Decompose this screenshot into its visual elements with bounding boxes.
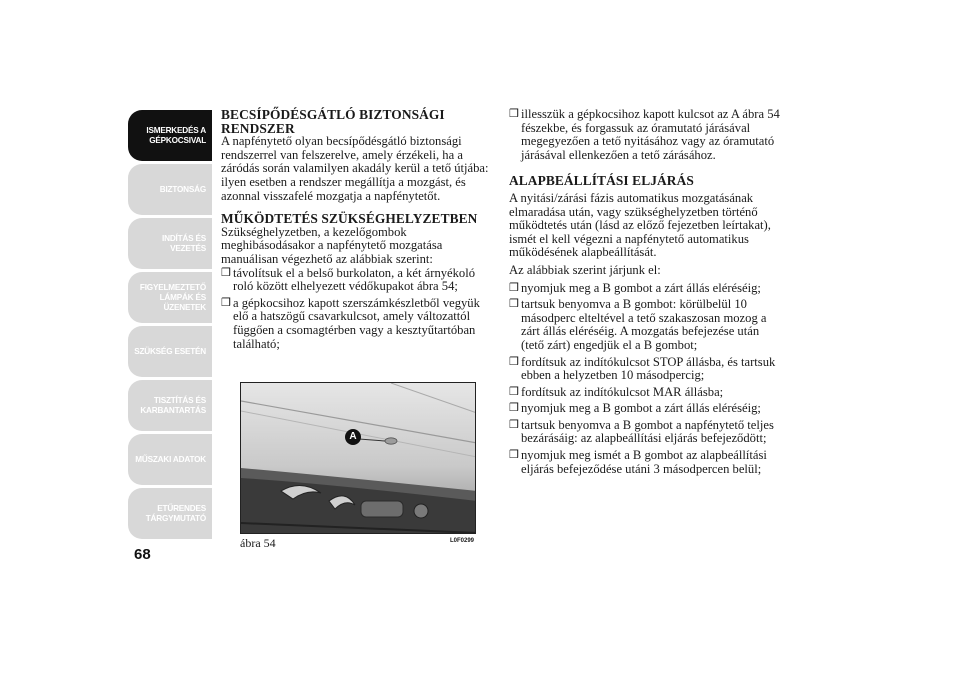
figure-caption: ábra 54 <box>240 536 276 550</box>
sunroof-illustration <box>241 383 476 534</box>
list-item <box>221 267 495 294</box>
checkbox-bullet-icon: ❒ <box>509 355 519 368</box>
chapter-tabs <box>128 110 212 542</box>
tab-0-label: ISMERKEDÉS A GÉPKOCSIVAL <box>146 125 206 145</box>
list-item-text: a gépkocsihoz kapott szerszámkészletből vegyük elő a hatszögű csavarkulcsot, amely változattól függően a csomagtérben vagy a kesztyűtartóban található; <box>233 295 480 351</box>
tab-7[interactable] <box>128 488 212 539</box>
figure-sunroof <box>240 382 476 534</box>
tab-1[interactable] <box>128 164 212 215</box>
tab-6[interactable] <box>128 434 212 485</box>
list-item-text: fordítsuk az indítókulcsot STOP állásba, és tartsuk ebben a helyzetben 10 másodpercig; <box>521 354 776 383</box>
checkbox-bullet-icon: ❒ <box>509 298 519 311</box>
list-item-text: nyomjuk meg ismét a B gombot az alapbeállítási eljárás befejeződése utáni 3 másodpercen belül; <box>521 448 767 476</box>
list-item-text: tartsuk benyomva a B gombot: körülbelül 10 másodperc elteltével a tető szakaszosan mozog a zárt állás eléréséig. A mozgatás befejezése után (tető zárt) engedjük el a B gombot; <box>521 297 767 352</box>
page-number: 68 <box>134 546 151 563</box>
checkbox-bullet-icon: ❒ <box>221 266 231 279</box>
list-item <box>509 356 784 383</box>
tab-2[interactable] <box>128 218 212 269</box>
checkbox-bullet-icon: ❒ <box>509 418 519 431</box>
heading-emergency: MŰKÖDTETÉS SZÜKSÉGHELYZETBEN <box>221 211 478 227</box>
paragraph-initialization: A nyitási/zárási fázis automatikus mozgatásának elmaradása után, vagy szükséghelyzetben történő működtetés után (lásd az előző fejezetben leírtakat), ismét el kell végezni a napfénytető automatikus működésének alapbeállítását. <box>509 190 771 260</box>
list-item <box>509 108 784 162</box>
heading-anti-pinch: BECSÍPŐDÉSGÁTLÓ BIZTONSÁGI RENDSZER <box>221 107 445 136</box>
tab-1-label: BIZTONSÁG <box>159 184 206 194</box>
tab-3[interactable] <box>128 272 212 323</box>
paragraph-anti-pinch: A napfénytető olyan becsípődésgátló biztonsági rendszerrel van felszerelve, amely érzékeli, ha a záródás során valamilyen akadály kerül a tető útjába: ilyen esetben a rendszer megállítja a mozgást, és azonnal visszafelé mozgatja a napfénytetőt. <box>221 134 489 203</box>
list-item <box>509 298 784 352</box>
figure-code: L0F0299 <box>450 538 475 544</box>
list-item <box>221 297 495 351</box>
emergency-steps-continued <box>509 108 784 162</box>
right-column <box>509 108 784 479</box>
paragraph-steps-intro: Az alábbiak szerint járjunk el: <box>509 262 661 277</box>
checkbox-bullet-icon: ❒ <box>509 402 519 415</box>
list-item-text: illesszük a gépkocsihoz kapott kulcsot az A ábra 54 fészekbe, és forgassuk az óramutató járásával megegyezően a tető nyitásához vagy az óramutató járásával ellenkezően a tető zárásához. <box>521 107 780 162</box>
callout-a-label: A <box>349 431 357 442</box>
emergency-steps <box>221 267 495 352</box>
list-item-text: tartsuk benyomva a B gombot a napfénytető teljes bezárásáig: az alapbeállítási eljárás befejeződött; <box>521 417 774 446</box>
tab-2-label: INDÍTÁS ÉS VEZETÉS <box>162 233 206 253</box>
tab-0[interactable] <box>128 110 212 161</box>
heading-initialization: ALAPBEÁLLÍTÁSI ELJÁRÁS <box>509 173 694 189</box>
tab-4-label: SZÜKSÉG ESETÉN <box>134 346 206 356</box>
tab-6-label: MŰSZAKI ADATOK <box>135 454 206 464</box>
tab-7-label: ETŰRENDES TÁRGYMUTATÓ <box>145 503 206 523</box>
list-item <box>509 386 784 400</box>
tab-4[interactable] <box>128 326 212 377</box>
checkbox-bullet-icon: ❒ <box>509 281 519 294</box>
list-item <box>509 419 784 446</box>
list-item-text: nyomjuk meg a B gombot a zárt állás eléréséig; <box>521 401 761 416</box>
list-item-text: nyomjuk meg a B gombot a zárt állás eléréséig; <box>521 280 761 295</box>
list-item <box>509 449 784 476</box>
checkbox-bullet-icon: ❒ <box>509 449 519 462</box>
paragraph-emergency: Szükséghelyzetben, a kezelőgombok meghibásodásakor a napfénytető mozgatása manuálisan végezhető az alábbiak szerint: <box>221 224 443 266</box>
tab-5-label: TISZTÍTÁS ÉS KARBANTARTÁS <box>140 395 206 415</box>
left-column <box>221 108 495 354</box>
list-item <box>509 282 784 296</box>
list-item-text: távolítsuk el a belső burkolaton, a két árnyékoló roló között elhelyezett védőkupakot ábra 54; <box>233 265 476 294</box>
checkbox-bullet-icon: ❒ <box>221 296 231 309</box>
tab-5[interactable] <box>128 380 212 431</box>
list-item-text: fordítsuk az indítókulcsot MAR állásba; <box>521 384 724 399</box>
list-item <box>509 402 784 416</box>
callout-a-badge <box>345 429 361 445</box>
initialization-steps <box>509 282 784 477</box>
tab-3-label: FIGYELMEZTETŐ LÁMPÁK ÉS ÜZENETEK <box>139 282 206 312</box>
checkbox-bullet-icon: ❒ <box>509 108 519 120</box>
checkbox-bullet-icon: ❒ <box>509 385 519 398</box>
